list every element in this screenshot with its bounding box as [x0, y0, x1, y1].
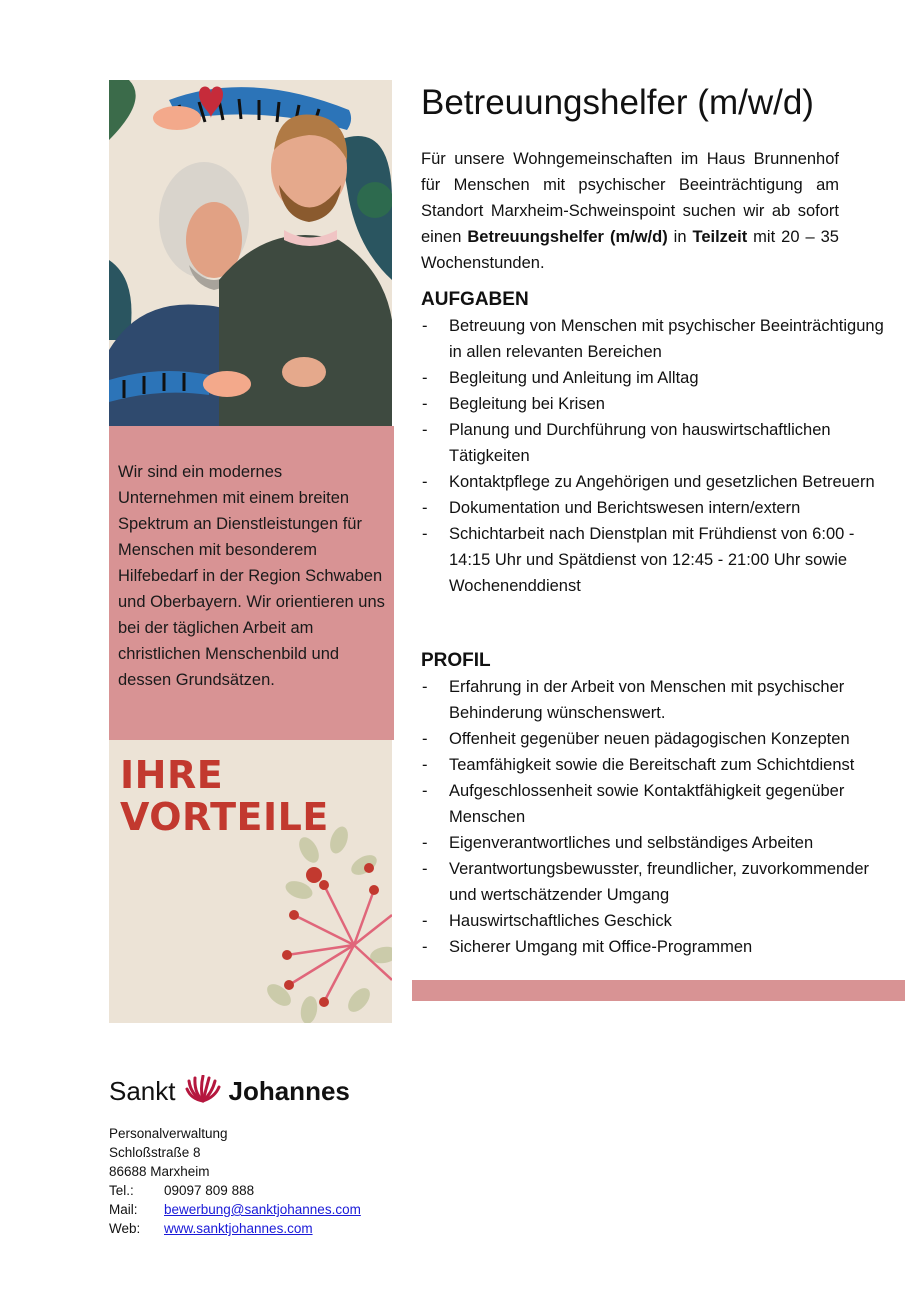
- intro-job-title: Betreuungshelfer (m/w/d): [467, 228, 668, 246]
- section-heading-aufgaben: AUFGABEN: [421, 289, 529, 310]
- contact-city: 86688 Marxheim: [109, 1164, 210, 1179]
- section-heading-profil: PROFIL: [421, 650, 491, 671]
- contact-tel-value: 09097 809 888: [164, 1183, 255, 1198]
- logo-word-sankt: Sankt: [109, 1075, 176, 1106]
- intro-text-part3: mit 20 – 35 Wochenstunden.: [421, 228, 839, 272]
- intro-scope: Teilzeit: [692, 228, 748, 246]
- contact-web-label: Web:: [109, 1221, 141, 1236]
- list-item: - Offenheit gegenüber neuen pädagogischen Konzepten: [421, 726, 889, 752]
- two-men-photo-illustration: [109, 80, 392, 426]
- benefits-heading-line1: IHRE: [120, 753, 224, 797]
- benefits-heading-line2: VORTEILE: [120, 795, 329, 839]
- list-item: - Kontaktpflege zu Angehörigen und gesetzlichen Betreuern: [421, 469, 901, 495]
- profil-list: [421, 674, 889, 960]
- intro-text-part1: Für unsere Wohngemeinschaften im Haus Brunnenhof für Menschen mit psychischer Beeinträchtigung am Standort Marxheim-Schweinspoint suchen wir ab sofort einen: [421, 150, 839, 246]
- list-item: - Begleitung bei Krisen: [421, 391, 901, 417]
- contact-mail-label: Mail:: [109, 1202, 138, 1217]
- list-item: - Betreuung von Menschen mit psychischer Beeinträchtigung in allen relevanten Bereichen: [421, 313, 901, 365]
- website-link[interactable]: www.sanktjohannes.com: [164, 1221, 313, 1236]
- contact-department: Personalverwaltung: [109, 1126, 228, 1141]
- email-link[interactable]: bewerbung@sanktjohannes.com: [164, 1202, 361, 1217]
- list-item: - Sicherer Umgang mit Office-Programmen: [421, 934, 889, 960]
- list-item: - Erfahrung in der Arbeit von Menschen mit psychischer Behinderung wünschenswert.: [421, 674, 889, 726]
- accent-bar: [412, 980, 905, 1001]
- contact-street: Schloßstraße 8: [109, 1145, 201, 1160]
- list-item: - Dokumentation und Berichtswesen intern/extern: [421, 495, 901, 521]
- contact-mail-row: [109, 1200, 361, 1219]
- list-item: - Hauswirtschaftliches Geschick: [421, 908, 889, 934]
- intro-text-part2: in: [667, 228, 693, 246]
- company-logo: [109, 1074, 350, 1108]
- list-item: - Aufgeschlossenheit sowie Kontaktfähigkeit gegenüber Menschen: [421, 778, 889, 830]
- list-item: - Verantwortungsbewusster, freundlicher, zuvorkommender und wertschätzender Umgang: [421, 856, 889, 908]
- aufgaben-list: [421, 313, 901, 599]
- list-item: - Teamfähigkeit sowie die Bereitschaft zum Schichtdienst: [421, 752, 889, 778]
- list-item: - Schichtarbeit nach Dienstplan mit Frühdienst von 6:00 - 14:15 Uhr und Spätdienst von 12:45 - 21:00 Uhr sowie Wochenenddienst: [421, 521, 859, 599]
- hero-photo: [109, 80, 392, 426]
- about-text: Wir sind ein modernes Unternehmen mit einem breiten Spektrum an Dienstleistungen für Menschen mit besonderem Hilfebedarf in der Region Schwaben und Oberbayern. Wir orientieren uns bei der täglichen Arbeit am christlichen Menschenbild und dessen Grundsätzen.: [118, 463, 385, 689]
- logo-word-johannes: Johannes: [228, 1075, 350, 1106]
- contact-web-row: [109, 1219, 361, 1238]
- intro-paragraph: [421, 146, 839, 276]
- contact-block: [109, 1124, 361, 1238]
- about-box: [109, 426, 394, 740]
- sanktjohannes-fan-logo-icon: [185, 1075, 221, 1108]
- contact-tel-row: [109, 1181, 361, 1200]
- contact-tel-label: Tel.:: [109, 1183, 134, 1198]
- list-item: - Planung und Durchführung von hauswirtschaftlichen Tätigkeiten: [421, 417, 901, 469]
- page-title: Betreuungshelfer (m/w/d): [421, 83, 814, 122]
- list-item: - Eigenverantwortliches und selbständiges Arbeiten: [421, 830, 889, 856]
- list-item: - Begleitung und Anleitung im Alltag: [421, 365, 901, 391]
- benefits-heading: [120, 754, 329, 838]
- benefits-panel: [109, 740, 392, 1023]
